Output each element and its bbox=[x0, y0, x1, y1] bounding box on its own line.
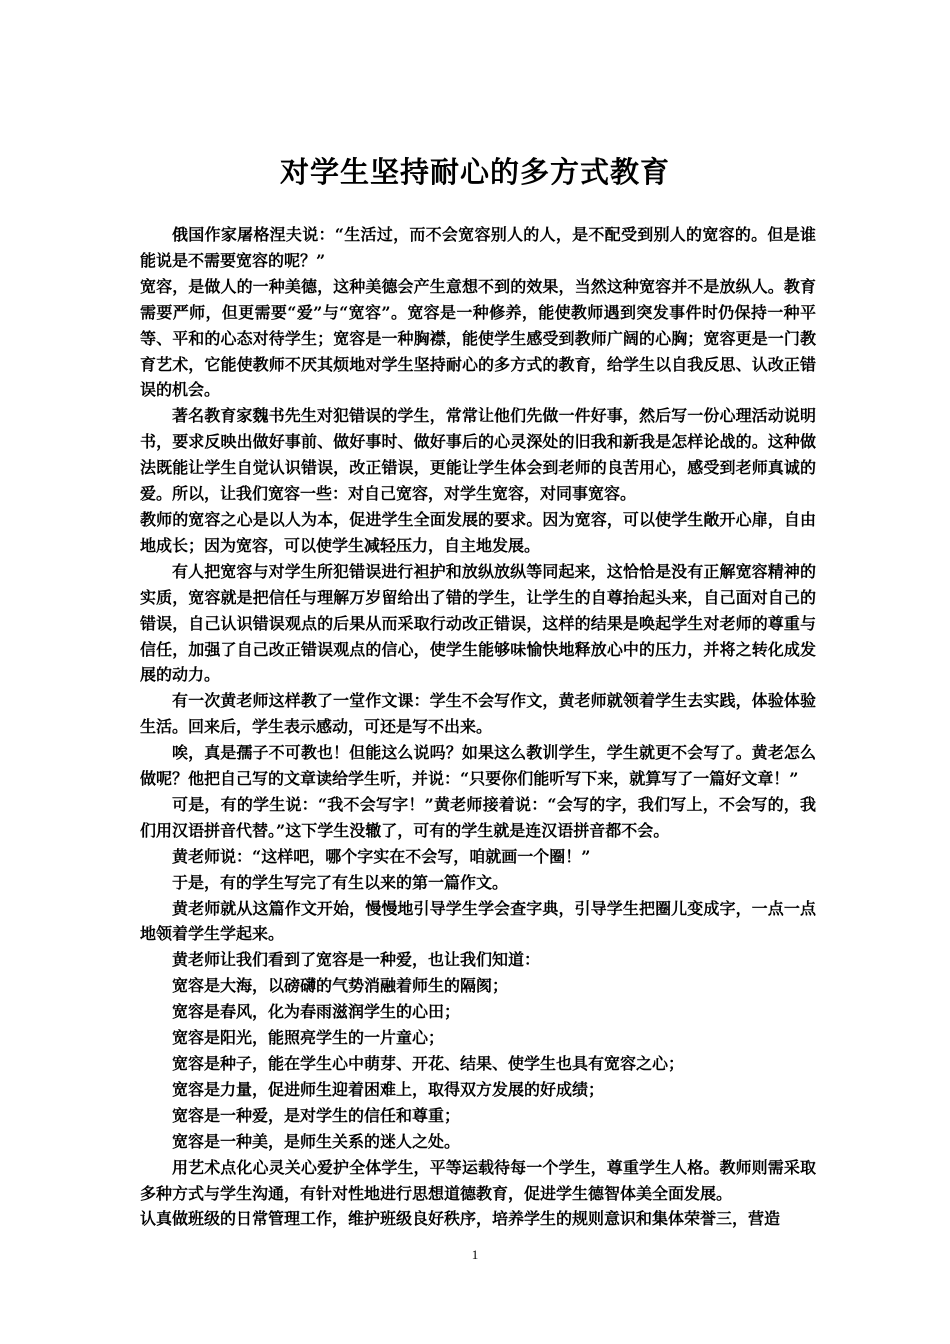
paragraph: 宽容是阳光，能照亮学生的一片童心； bbox=[172, 1028, 445, 1048]
paragraph: 认真做班级的日常管理工作，维护班级良好秩序，培养学生的规则意识和集体荣誉三，营造 bbox=[140, 1209, 781, 1229]
paragraph: 于是，有的学生写完了有生以来的第一篇作文。 bbox=[172, 872, 509, 892]
paragraph: 用艺术点化心灵关心爱护全体学生，平等运载待每一个学生，尊重学生人格。教师则需采取多种方式与学生沟通，有针对性地进行思想道德教育，促进学生德智体美全面发展。 bbox=[140, 1157, 816, 1203]
paragraph: 宽容是一种爱，是对学生的信任和尊重； bbox=[172, 1105, 461, 1125]
paragraph: 可是，有的学生说：“我不会写字！”黄老师接着说：“会写的字，我们写上，不会写的，我们用汉语拼音代替。”这下学生没辙了，可有的学生就是连汉语拼音都不会。 bbox=[140, 794, 816, 840]
paragraph: 黄老师说：“这样吧，哪个字实在不会写，咱就画一个圈！” bbox=[172, 846, 591, 866]
document-body bbox=[140, 222, 816, 1232]
paragraph: 宽容是种子，能在学生心中萌芽、开花、结果、使学生也具有宽容之心； bbox=[172, 1054, 685, 1073]
paragraph: 有一次黄老师这样教了一堂作文课：学生不会写作文，黄老师就领着学生去实践，体验体验生活。回来后，学生表示感动，可还是写不出来。 bbox=[140, 691, 816, 737]
paragraph: 宽容是大海，以磅礴的气势消融着师生的隔阂； bbox=[172, 976, 509, 996]
paragraph: 有人把宽容与对学生所犯错误进行袒护和放纵放纵等同起来，这恰恰是没有正解宽容精神的实质，宽容就是把信任与理解万岁留给出了错的学生，让学生的自尊抬起头来，自己面对自己的错误，自己认识错误观点的后果从而采取行动改正错误，这样的结果是唤起学生对老师的尊重与信任，加强了自己改正错误观点的信心，使学生能够味愉快地释放心中的压力，并将之转化成发展的动力。 bbox=[140, 561, 816, 685]
paragraph: 俄国作家屠格涅夫说：“生活过，而不会宽容别人的人，是不配受到别人的宽容的。但是谁能说是不需要宽容的呢？” bbox=[140, 225, 816, 270]
paragraph: 教师的宽容之心是以人为本，促进学生全面发展的要求。因为宽容，可以使学生敞开心扉，自由地成长；因为宽容，可以使学生减轻压力，自主地发展。 bbox=[140, 509, 816, 555]
paragraph: 著名教育家魏书先生对犯错误的学生，常常让他们先做一件好事，然后写一份心理活动说明书，要求反映出做好事前、做好事时、做好事后的心灵深处的旧我和新我是怎样论战的。这种做法既能让学生自觉认识错误，改正错误，更能让学生体会到老师的良苦用心，感受到老师真诚的爱。所以，让我们宽容一些：对自己宽容，对学生宽容，对同事宽容。 bbox=[140, 406, 816, 504]
paragraph: 黄老师就从这篇作文开始，慢慢地引导学生学会查字典，引导学生把圈儿变成字，一点一点地领着学生学起来。 bbox=[140, 898, 816, 944]
paragraph: 宽容，是做人的一种美德，这种美德会产生意想不到的效果，当然这种宽容并不是放纵人。教育需要严师，但更需要“爱”与“宽容”。宽容是一种修养，能使教师遇到突发事件时仍保持一种平等、平和的心态对待学生；宽容是一种胸襟，能使学生感受到教师广阔的心胸；宽容更是一门教育艺术，它能使教师不厌其烦地对学生坚持耐心的多方式的教育，给学生以自我反思、认改正错误的机会。 bbox=[140, 276, 816, 400]
paragraph: 宽容是一种美，是师生关系的迷人之处。 bbox=[172, 1131, 461, 1151]
page-number: 1 bbox=[471, 1247, 479, 1262]
paragraph: 黄老师让我们看到了宽容是一种爱，也让我们知道： bbox=[172, 950, 541, 970]
page-title: 对学生坚持耐心的多方式教育 bbox=[279, 155, 670, 190]
paragraph: 宽容是力量，促进师生迎着困难上，取得双方发展的好成绩； bbox=[172, 1079, 605, 1099]
paragraph: 唉，真是孺子不可教也！但能这么说吗？如果这么教训学生，学生就更不会写了。黄老怎么做呢？他把自己写的文章读给学生听，并说：“只要你们能听写下来，就算写了一篇好文章！” bbox=[140, 743, 816, 789]
paragraph: 宽容是春风，化为春雨滋润学生的心田； bbox=[172, 1002, 461, 1022]
